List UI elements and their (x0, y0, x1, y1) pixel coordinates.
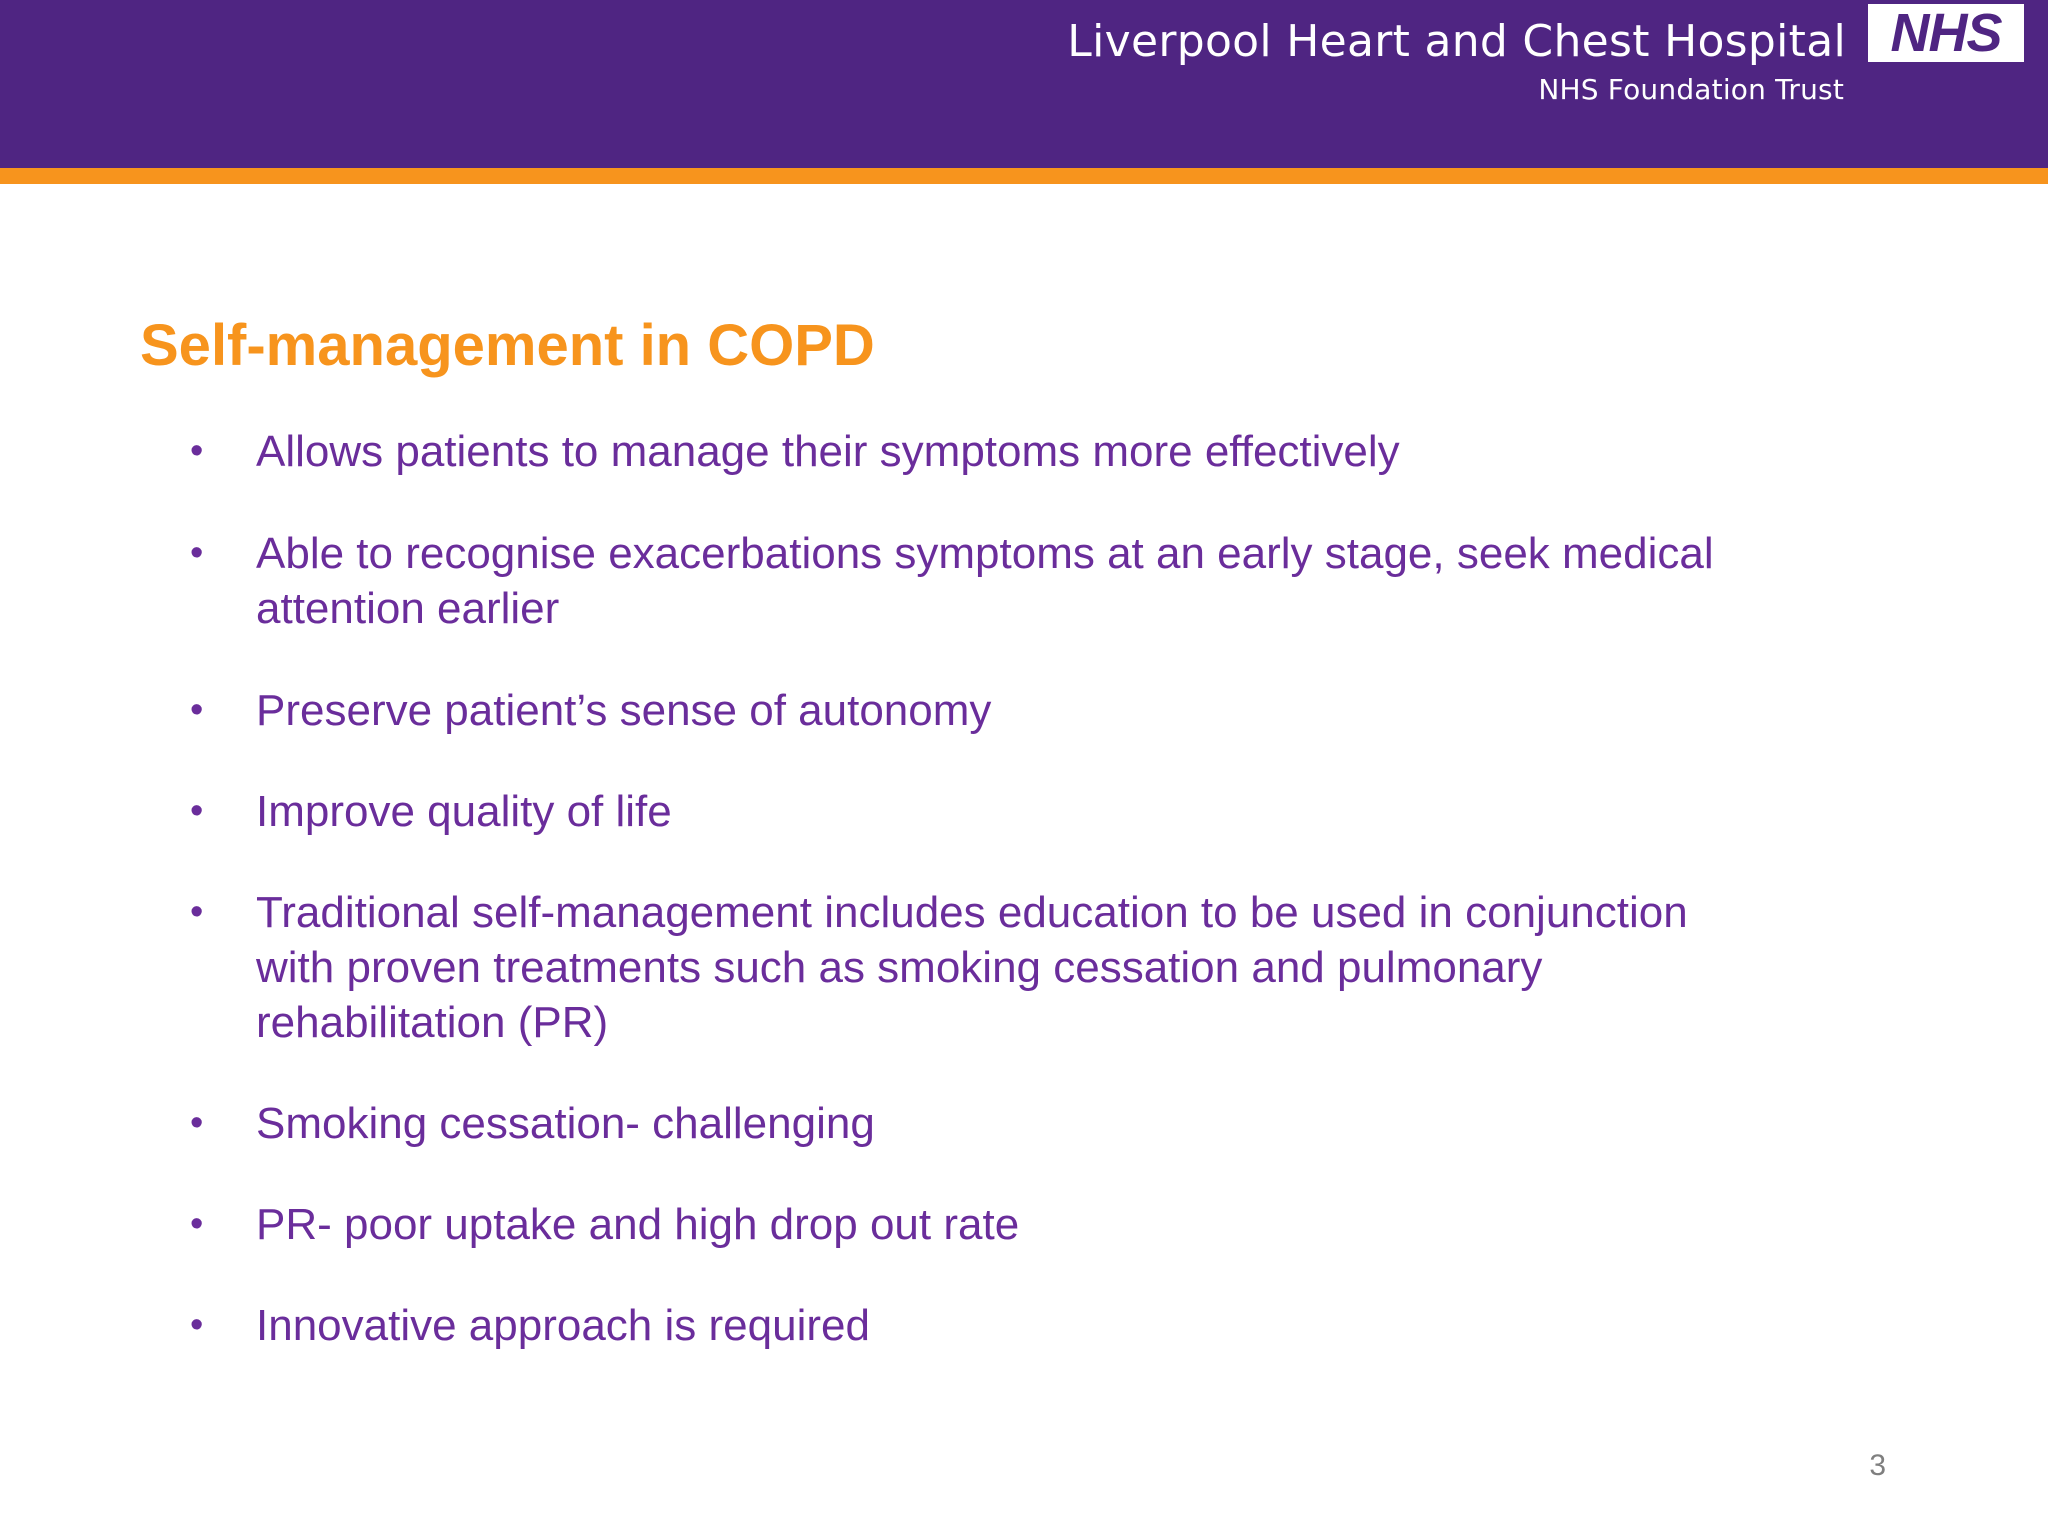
bullet-text-continued: with proven treatments such as smoking cessation and pulmonary (256, 943, 1543, 992)
bullet-item (190, 526, 1896, 636)
bullet-marker: • (190, 891, 204, 933)
bullet-text: Preserve patient’s sense of autonomy (256, 686, 992, 735)
bullet-text: Traditional self-management includes education to be used in conjunction (256, 888, 1688, 937)
bullet-text: Allows patients to manage their symptoms more effectively (256, 427, 1400, 476)
header-accent-stripe (0, 168, 2048, 184)
organisation-name: Liverpool Heart and Chest Hospital (1067, 16, 1846, 67)
bullet-marker: • (190, 532, 204, 574)
bullet-text: Improve quality of life (256, 787, 672, 836)
bullet-item (190, 885, 1896, 1050)
organisation-subtitle: NHS Foundation Trust (1538, 73, 1844, 106)
bullet-item (190, 1096, 1896, 1151)
bullet-marker: • (190, 1304, 204, 1346)
bullet-text: PR- poor uptake and high drop out rate (256, 1200, 1020, 1249)
bullet-item (190, 1298, 1896, 1353)
bullet-item (190, 424, 1896, 479)
bullet-text: Able to recognise exacerbations symptoms at an early stage, seek medical (256, 529, 1714, 578)
bullet-text-continued: rehabilitation (PR) (256, 998, 609, 1047)
page-number: 3 (1869, 1449, 1886, 1482)
nhs-logo (1868, 4, 2024, 62)
bullet-marker: • (190, 1203, 204, 1245)
bullet-text-continued: attention earlier (256, 584, 560, 633)
bullet-item (190, 683, 1896, 738)
nhs-logo-text: NHS (1890, 3, 2002, 63)
bullet-marker: • (190, 790, 204, 832)
bullet-item (190, 784, 1896, 839)
bullet-item (190, 1197, 1896, 1252)
bullet-marker: • (190, 430, 204, 472)
bullet-marker: • (190, 1102, 204, 1144)
bullet-marker: • (190, 689, 204, 731)
bullet-text: Smoking cessation- challenging (256, 1099, 875, 1148)
bullet-text: Innovative approach is required (256, 1301, 870, 1350)
slide-title: Self-management in COPD (140, 313, 875, 378)
